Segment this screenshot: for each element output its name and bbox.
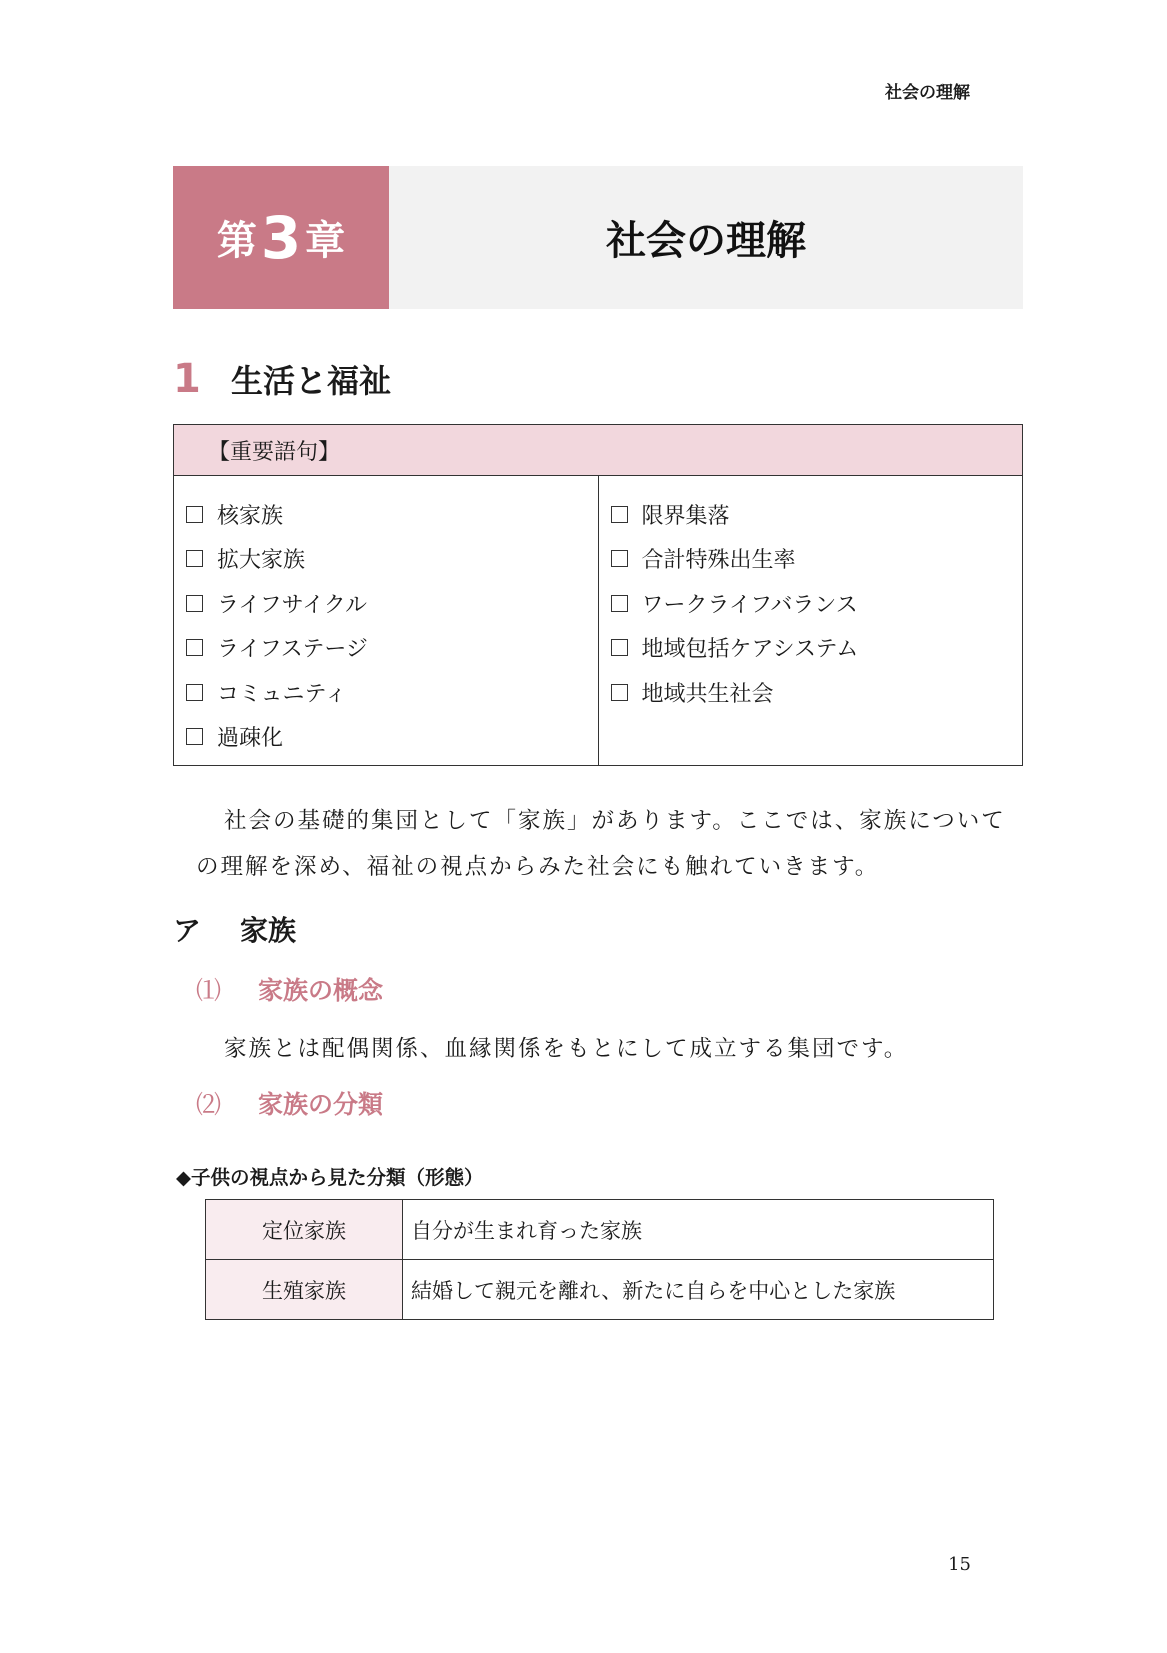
section-number: 1 [173,356,201,402]
checkbox-icon[interactable] [611,639,628,656]
checkbox-icon[interactable] [611,595,628,612]
key-terms-left-column [174,476,598,765]
topic-title: 家族の概念 [258,976,384,1005]
term-item [611,670,1023,715]
term-label: ライフステージ [217,637,368,663]
term-label: 拡大家族 [217,548,306,574]
checkbox-icon[interactable] [186,550,203,567]
checkbox-icon[interactable] [186,728,203,745]
term-label: 核家族 [217,503,284,529]
checkbox-icon[interactable] [611,550,628,567]
term-label: 限界集落 [641,503,730,529]
checkbox-icon[interactable] [186,595,203,612]
checkbox-icon[interactable] [611,506,628,523]
chapter-banner [173,166,1023,309]
term-item [186,492,598,537]
concept-text: 家族とは配偶関係、血縁関係をもとにして成立する集団です。 [224,1036,909,1062]
checkbox-icon[interactable] [186,506,203,523]
term-label: ライフサイクル [217,592,368,618]
intro-paragraph: 社会の基礎的集団として「家族」があります。ここでは、家族についての理解を深め、福祉の視点からみた社会にも触れていきます。 [196,808,1006,880]
table-row [206,1260,994,1320]
family-type-label: 定位家族 [206,1200,403,1260]
checkbox-icon[interactable] [186,639,203,656]
subsection-title: 家族 [240,914,297,947]
term-label: コミュニティ [217,681,347,707]
family-type-description: 自分が生まれ育った家族 [403,1200,994,1260]
term-label: 合計特殊出生率 [641,548,796,574]
term-label: 地域共生社会 [641,681,774,707]
term-label: 過疎化 [217,726,284,752]
family-type-description: 結婚して親元を離れ、新たに自らを中心とした家族 [403,1260,994,1320]
chapter-prefix: 第 [216,218,257,264]
term-item [611,581,1023,626]
topic-heading [196,971,383,1007]
page-number: 15 [948,1554,971,1575]
term-item [186,581,598,626]
term-label: ワークライフバランス [641,592,858,618]
topic-mark: ⑵ [196,1090,222,1119]
term-item [611,626,1023,671]
term-item [186,715,598,760]
chapter-number-box [173,166,389,309]
key-terms-box [173,424,1023,766]
subsection-mark: ア [173,914,202,947]
key-terms-right-column [598,476,1023,765]
family-type-table [205,1199,994,1320]
chapter-suffix: 章 [305,218,346,264]
term-item [611,537,1023,582]
topic-mark: ⑴ [196,976,222,1005]
checkbox-icon[interactable] [611,684,628,701]
topic-title: 家族の分類 [258,1090,384,1119]
table-row [206,1200,994,1260]
section-title: 生活と福祉 [231,362,392,400]
classification-title: ◆子供の視点から見た分類（形態） [176,1166,484,1189]
section-heading [173,356,391,402]
term-item [186,670,598,715]
running-head: 社会の理解 [885,83,970,103]
term-item [186,626,598,671]
key-terms-header: 【重要語句】 [174,425,1022,476]
chapter-title: 社会の理解 [606,218,806,264]
topic-heading [196,1085,383,1121]
term-item [611,492,1023,537]
checkbox-icon[interactable] [186,684,203,701]
chapter-number: 3 [260,203,302,272]
term-label: 地域包括ケアシステム [641,637,859,663]
subsection-heading [173,909,296,949]
term-item [186,537,598,582]
family-type-label: 生殖家族 [206,1260,403,1320]
